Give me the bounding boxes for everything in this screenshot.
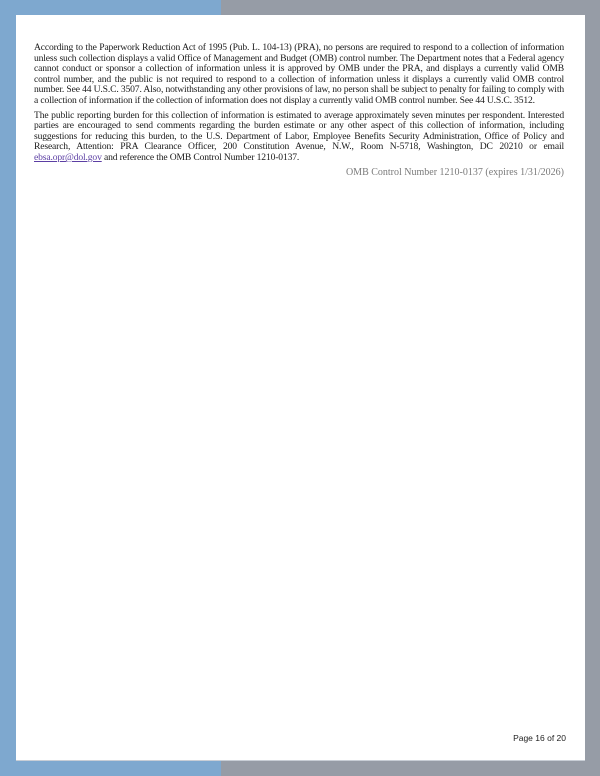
pra-notice-paragraph: According to the Paperwork Reduction Act of 1995 (Pub. L. 104-13) (PRA), no persons are required to respond to a collection of information unless such collection displays a valid Office of Management and Budget (OMB) control number. The Department notes that a Federal agency cannot conduct or sponsor a collection of information unless it is approved by OMB under the PRA, and displays a currently valid OMB control number, and the public is not required to respond to a collection of information unless it displays a currently valid OMB control number. See 44 U.S.C. 3507. Also, notwithstanding any other provisions of law, no person shall be subject to penalty for failing to comply with a collection of information if the collection of information does not display a currently valid OMB control number. See 44 U.S.C. 3512. [34,42,564,106]
document-page [16,15,585,760]
page-content [34,43,564,178]
page-number: Page 16 of 20 [513,733,566,743]
burden-text: The public reporting burden for this collection of information is estimated to average approximately seven minutes per respondent. Interested parties are encouraged to send comments regarding the burden estimate or any other aspect of this collection of information, including suggestions for reducing this burden, to the U.S. Department of Labor, Employee Benefits Security Administration, Office of Policy and Research, Attention: PRA Clearance Officer, 200 Constitution Avenue, N.W., Room N-5718, Washington, DC 20210 or email [34,109,564,153]
burden-text-end: and reference the OMB Control Number 1210-0137. [101,151,300,163]
burden-statement-paragraph [34,111,564,164]
email-link[interactable]: ebsa.opr@dol.gov [34,151,102,163]
omb-control-number: OMB Control Number 1210-0137 (expires 1/31/2026) [345,166,564,178]
